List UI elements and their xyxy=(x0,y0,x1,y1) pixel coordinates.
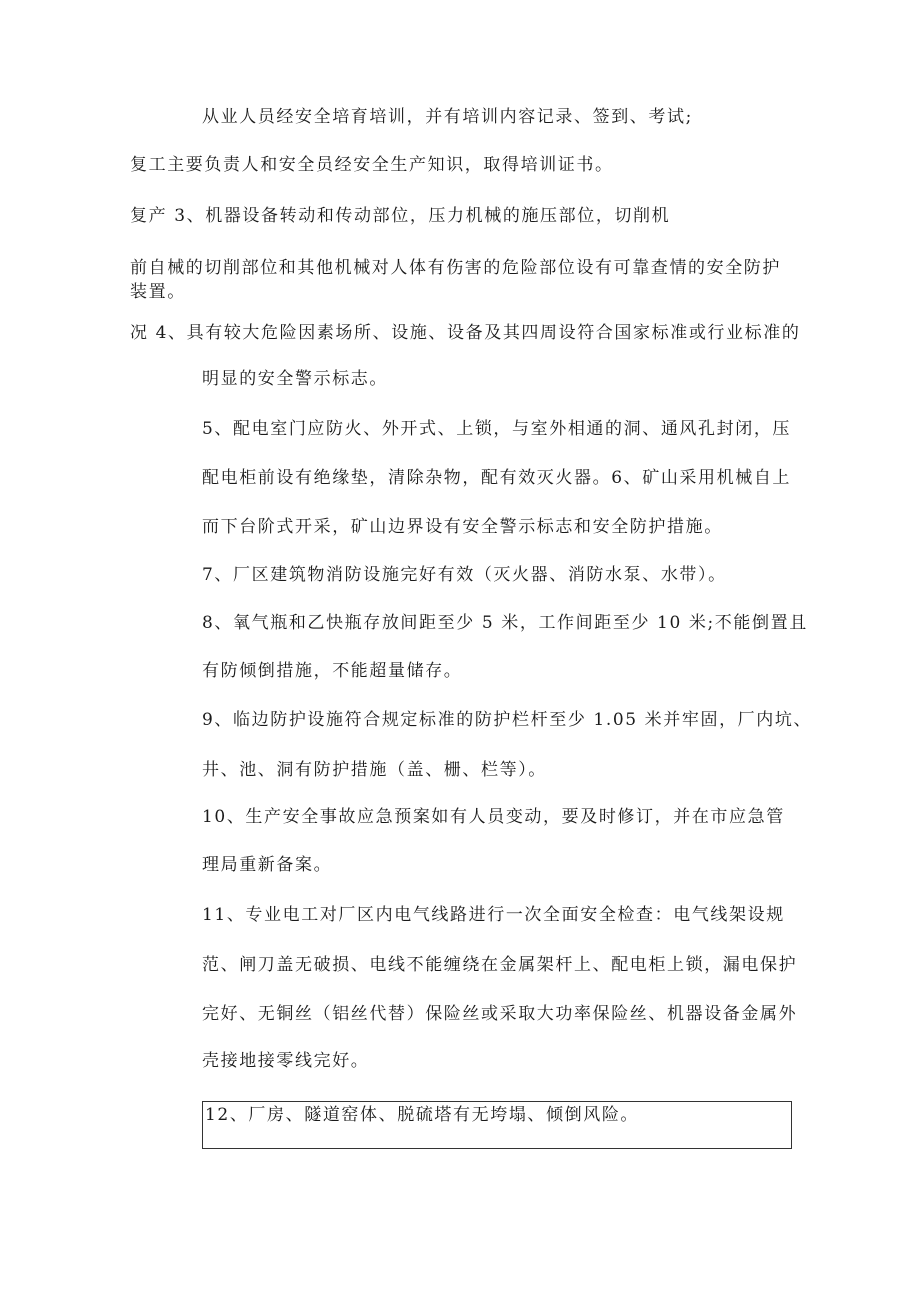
text-line-6: 况 4、具有较大危险因素场所、设施、设备及其四周设符合国家标准或行业标准的 xyxy=(130,323,801,343)
text-line-1: 从业人员经安全培育培训，并有培训内容记录、签到、考试; xyxy=(202,107,693,127)
text-line-3: 复产 3、机器设备转动和传动部位，压力机械的施压部位，切削机 xyxy=(130,206,671,226)
text-line-10: 而下台阶式开采，矿山边界设有安全警示标志和安全防护措施。 xyxy=(202,517,723,537)
text-line-7: 明显的安全警示标志。 xyxy=(202,369,388,389)
text-line-21: 壳接地接零线完好。 xyxy=(202,1051,370,1071)
text-line-16: 10、生产安全事故应急预案如有人员变动，要及时修订，并在市应急管 xyxy=(202,807,785,827)
text-line-12: 8、氧气瓶和乙快瓶存放间距至少 5 米，工作间距至少 10 米;不能倒置且 xyxy=(202,613,808,633)
text-line-20: 完好、无铜丝（铝丝代替）保险丝或采取大功率保险丝、机器设备金属外 xyxy=(202,1004,798,1024)
boxed-item xyxy=(202,1101,792,1149)
text-line-18: 11、专业电工对厂区内电气线路进行一次全面安全检查：电气线架设规 xyxy=(202,905,785,925)
text-line-17: 理局重新备案。 xyxy=(202,855,333,875)
text-line-8: 5、配电室门应防火、外开式、上锁，与室外相通的洞、通风孔封闭，压 xyxy=(202,419,792,439)
text-line-11: 7、厂区建筑物消防设施完好有效（灭火器、消防水泵、水带）。 xyxy=(202,565,727,585)
text-line-9: 配电柜前设有绝缘垫，清除杂物，配有效灭火器。6、矿山采用机械自上 xyxy=(202,468,792,488)
text-line-4: 前自械的切削部位和其他机械对人体有伤害的危险部位设有可靠查情的安全防护 xyxy=(130,258,781,278)
boxed-item-text: 12、厂房、隧道窑体、脱硫塔有无垮塌、倾倒风险。 xyxy=(205,1105,640,1125)
text-line-2: 复工主要负责人和安全员经安全生产知识，取得培训证书。 xyxy=(130,155,614,175)
text-line-14: 9、临边防护设施符合规定标准的防护栏杆至少 1.05 米并牢固，厂内坑、 xyxy=(202,710,813,730)
text-line-5: 装置。 xyxy=(130,282,186,302)
text-line-19: 范、闸刀盖无破损、电线不能缠绕在金属架杆上、配电柜上锁，漏电保护 xyxy=(202,955,798,975)
text-line-13: 有防倾倒措施，不能超量储存。 xyxy=(202,661,463,681)
text-line-15: 井、池、洞有防护措施（盖、栅、栏等）。 xyxy=(202,760,547,780)
